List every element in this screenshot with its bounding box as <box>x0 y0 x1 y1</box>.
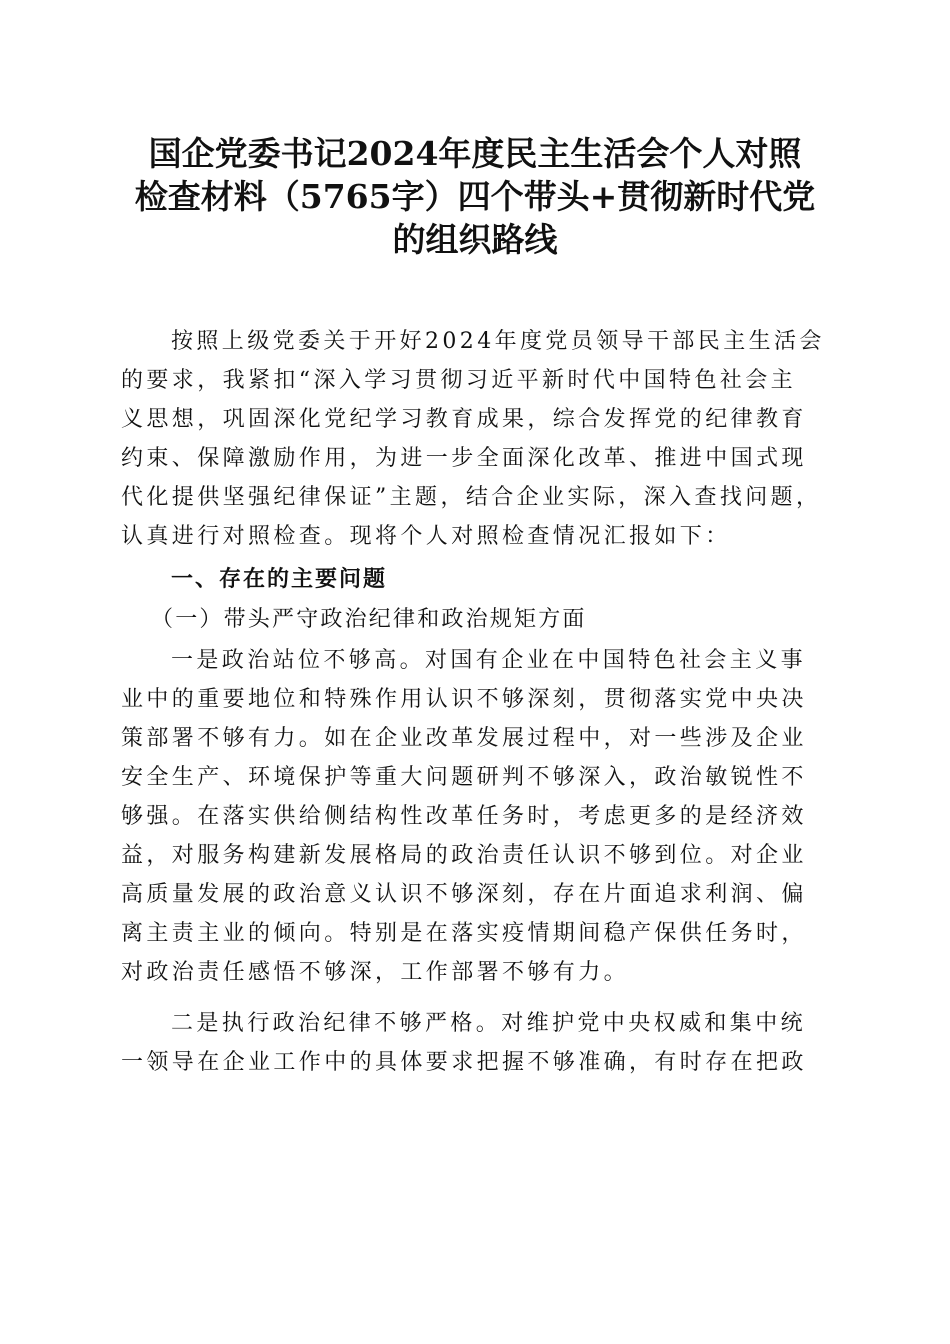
title-line: 的组织路线 <box>392 220 558 259</box>
title-line: 国企党委书记2024年度民主生活会个人对照 <box>148 134 802 173</box>
text-line: 益，对服务构建新发展格局的政治责任认识不够到位。对企业 <box>121 843 807 868</box>
text-line: 策部署不够有力。如在企业改革发展过程中，对一些涉及企业 <box>121 726 807 751</box>
paragraph-political-position <box>121 641 833 992</box>
section-heading: 一、存在的主要问题 <box>171 567 388 592</box>
text-line: 认真进行对照检查。现将个人对照检查情况汇报如下： <box>121 524 731 549</box>
text-line: 一是政治站位不够高。对国有企业在中国特色社会主义事 <box>171 648 807 673</box>
text-line: 代化提供坚强纪律保证”主题，结合企业实际，深入查找问题， <box>121 485 822 510</box>
text-line: 对政治责任感悟不够深，工作部署不够有力。 <box>121 960 630 985</box>
subsection-heading: （一）带头严守政治纪律和政治规矩方面 <box>151 607 587 632</box>
document-title <box>100 132 850 261</box>
document-body <box>121 322 833 1082</box>
paragraph-political-discipline <box>121 1004 833 1082</box>
text-line: 安全生产、环境保护等重大问题研判不够深入，政治敏锐性不 <box>121 765 807 790</box>
text-line: 离主责主业的倾向。特别是在落实疫情期间稳产保供任务时， <box>121 921 807 946</box>
text-line: 义思想，巩固深化党纪学习教育成果，综合发挥党的纪律教育 <box>121 407 807 432</box>
text-line: 够强。在落实供给侧结构性改革任务时，考虑更多的是经济效 <box>121 804 807 829</box>
text-line: 约束、保障激励作用，为进一步全面深化改革、推进中国式现 <box>121 446 807 471</box>
text-line: 业中的重要地位和特殊作用认识不够深刻，贯彻落实党中央决 <box>121 687 807 712</box>
text-line: 一领导在企业工作中的具体要求把握不够准确，有时存在把政 <box>121 1050 807 1075</box>
intro-paragraph <box>121 322 833 556</box>
title-line: 检查材料（5765字）四个带头+贯彻新时代党 <box>134 177 816 216</box>
text-line: 高质量发展的政治意义认识不够深刻，存在片面追求利润、偏 <box>121 882 807 907</box>
text-line: 按照上级党委关于开好2024年度党员领导干部民主生活会 <box>171 329 825 354</box>
text-line: 的要求，我紧扣“深入学习贯彻习近平新时代中国特色社会主 <box>121 368 797 393</box>
text-line: 二是执行政治纪律不够严格。对维护党中央权威和集中统 <box>171 1011 807 1036</box>
